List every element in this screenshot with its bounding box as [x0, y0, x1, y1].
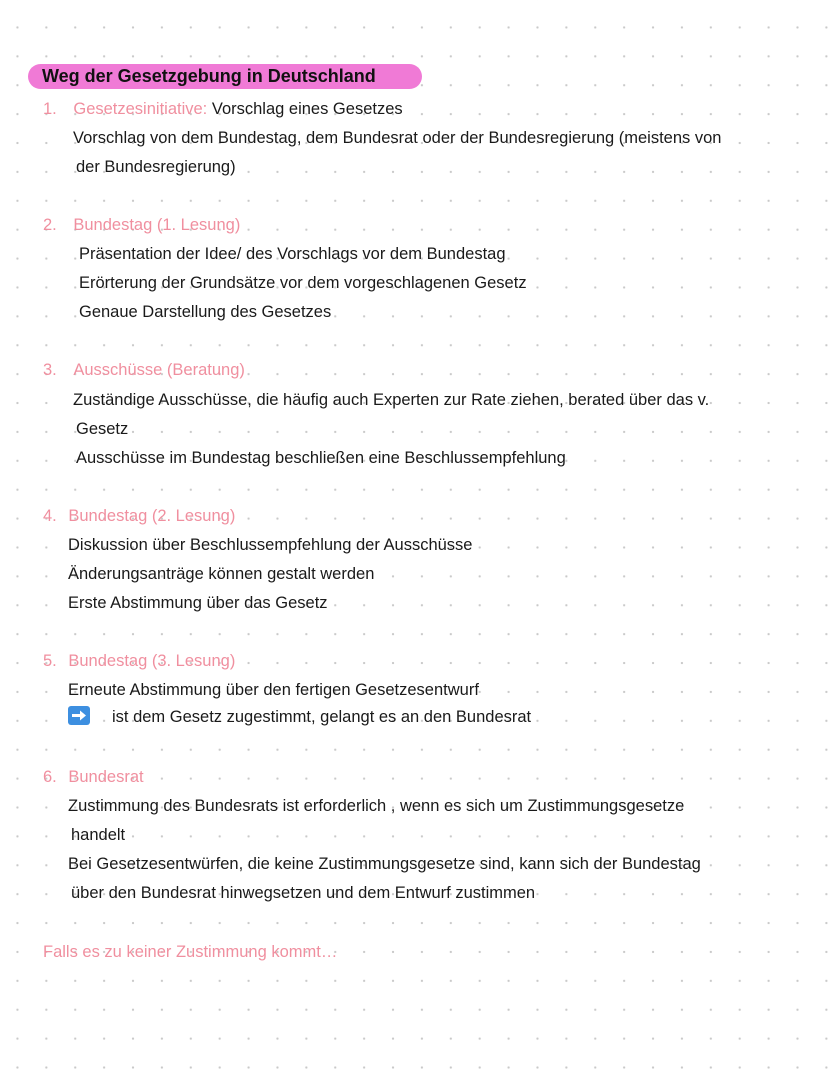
section-5-line-2: ist dem Gesetz zugestimmt, gelangt es an den Bundesrat: [112, 708, 532, 726]
section-1-line-1: Vorschlag von dem Bundestag, dem Bundesrat oder der Bundesregierung (meistens von: [73, 129, 722, 147]
section-1-heading-suffix: Vorschlag eines Gesetzes: [211, 100, 403, 118]
section-6-number: 6.: [43, 768, 57, 786]
section-3-heading: Ausschüsse (Beratung): [73, 361, 245, 379]
section-5-line-1: Erneute Abstimmung über den fertigen Gesetzesentwurf: [68, 681, 479, 699]
section-5-heading-row: [43, 651, 235, 671]
section-2-heading: Bundestag (1. Lesung): [73, 216, 241, 234]
page-title: Weg der Gesetzgebung in Deutschland: [28, 64, 422, 89]
section-4-heading-row: [43, 506, 235, 526]
section-3-line-3: Ausschüsse im Bundestag beschließen eine Beschlussempfehlung: [76, 449, 566, 467]
section-1-heading: Gesetzesinitiative:: [73, 100, 208, 118]
section-4-line-2: Änderungsanträge können gestalt werden: [68, 565, 375, 583]
section-4-line-1: Diskussion über Beschlussempfehlung der Ausschüsse: [68, 536, 473, 554]
section-2-line-2: Erörterung der Grundsätze vor dem vorgeschlagenen Gesetz: [79, 274, 527, 292]
section-6-heading: Bundesrat: [68, 768, 144, 786]
section-4-heading: Bundestag (2. Lesung): [68, 507, 236, 525]
section-1-line-2: der Bundesregierung): [76, 158, 236, 176]
section-6-heading-row: [43, 767, 144, 787]
section-2-heading-row: [43, 215, 240, 235]
section-5-number: 5.: [43, 652, 57, 670]
section-4-line-3: Erste Abstimmung über das Gesetz: [68, 594, 328, 612]
section-3-line-2: Gesetz: [76, 420, 129, 438]
section-1-number: 1.: [43, 100, 57, 118]
section-2-line-3: Genaue Darstellung des Gesetzes: [79, 303, 332, 321]
section-2-line-1: Präsentation der Idee/ des Vorschlags vor dem Bundestag: [79, 245, 506, 263]
section-3-heading-row: [43, 360, 245, 380]
section-3-line-1: Zuständige Ausschüsse, die häufig auch Experten zur Rate ziehen, berated über das v.: [73, 391, 710, 409]
closing-text: Falls es zu keiner Zustimmung kommt…: [43, 943, 338, 961]
section-6-line-3: Bei Gesetzesentwürfen, die keine Zustimmungsgesetze sind, kann sich der Bundestag: [68, 855, 701, 873]
section-2-number: 2.: [43, 216, 57, 234]
section-6-line-2: handelt: [71, 826, 126, 844]
section-5-heading: Bundestag (3. Lesung): [68, 652, 236, 670]
section-4-number: 4.: [43, 507, 57, 525]
section-6-line-1: Zustimmung des Bundesrats ist erforderlich , wenn es sich um Zustimmungsgesetze: [68, 797, 685, 815]
section-6-line-4: über den Bundesrat hinwegsetzen und dem Entwurf zustimmen: [71, 884, 536, 902]
section-3-number: 3.: [43, 361, 57, 379]
arrow-right-icon: [68, 706, 90, 725]
section-1-heading-row: [43, 99, 403, 119]
